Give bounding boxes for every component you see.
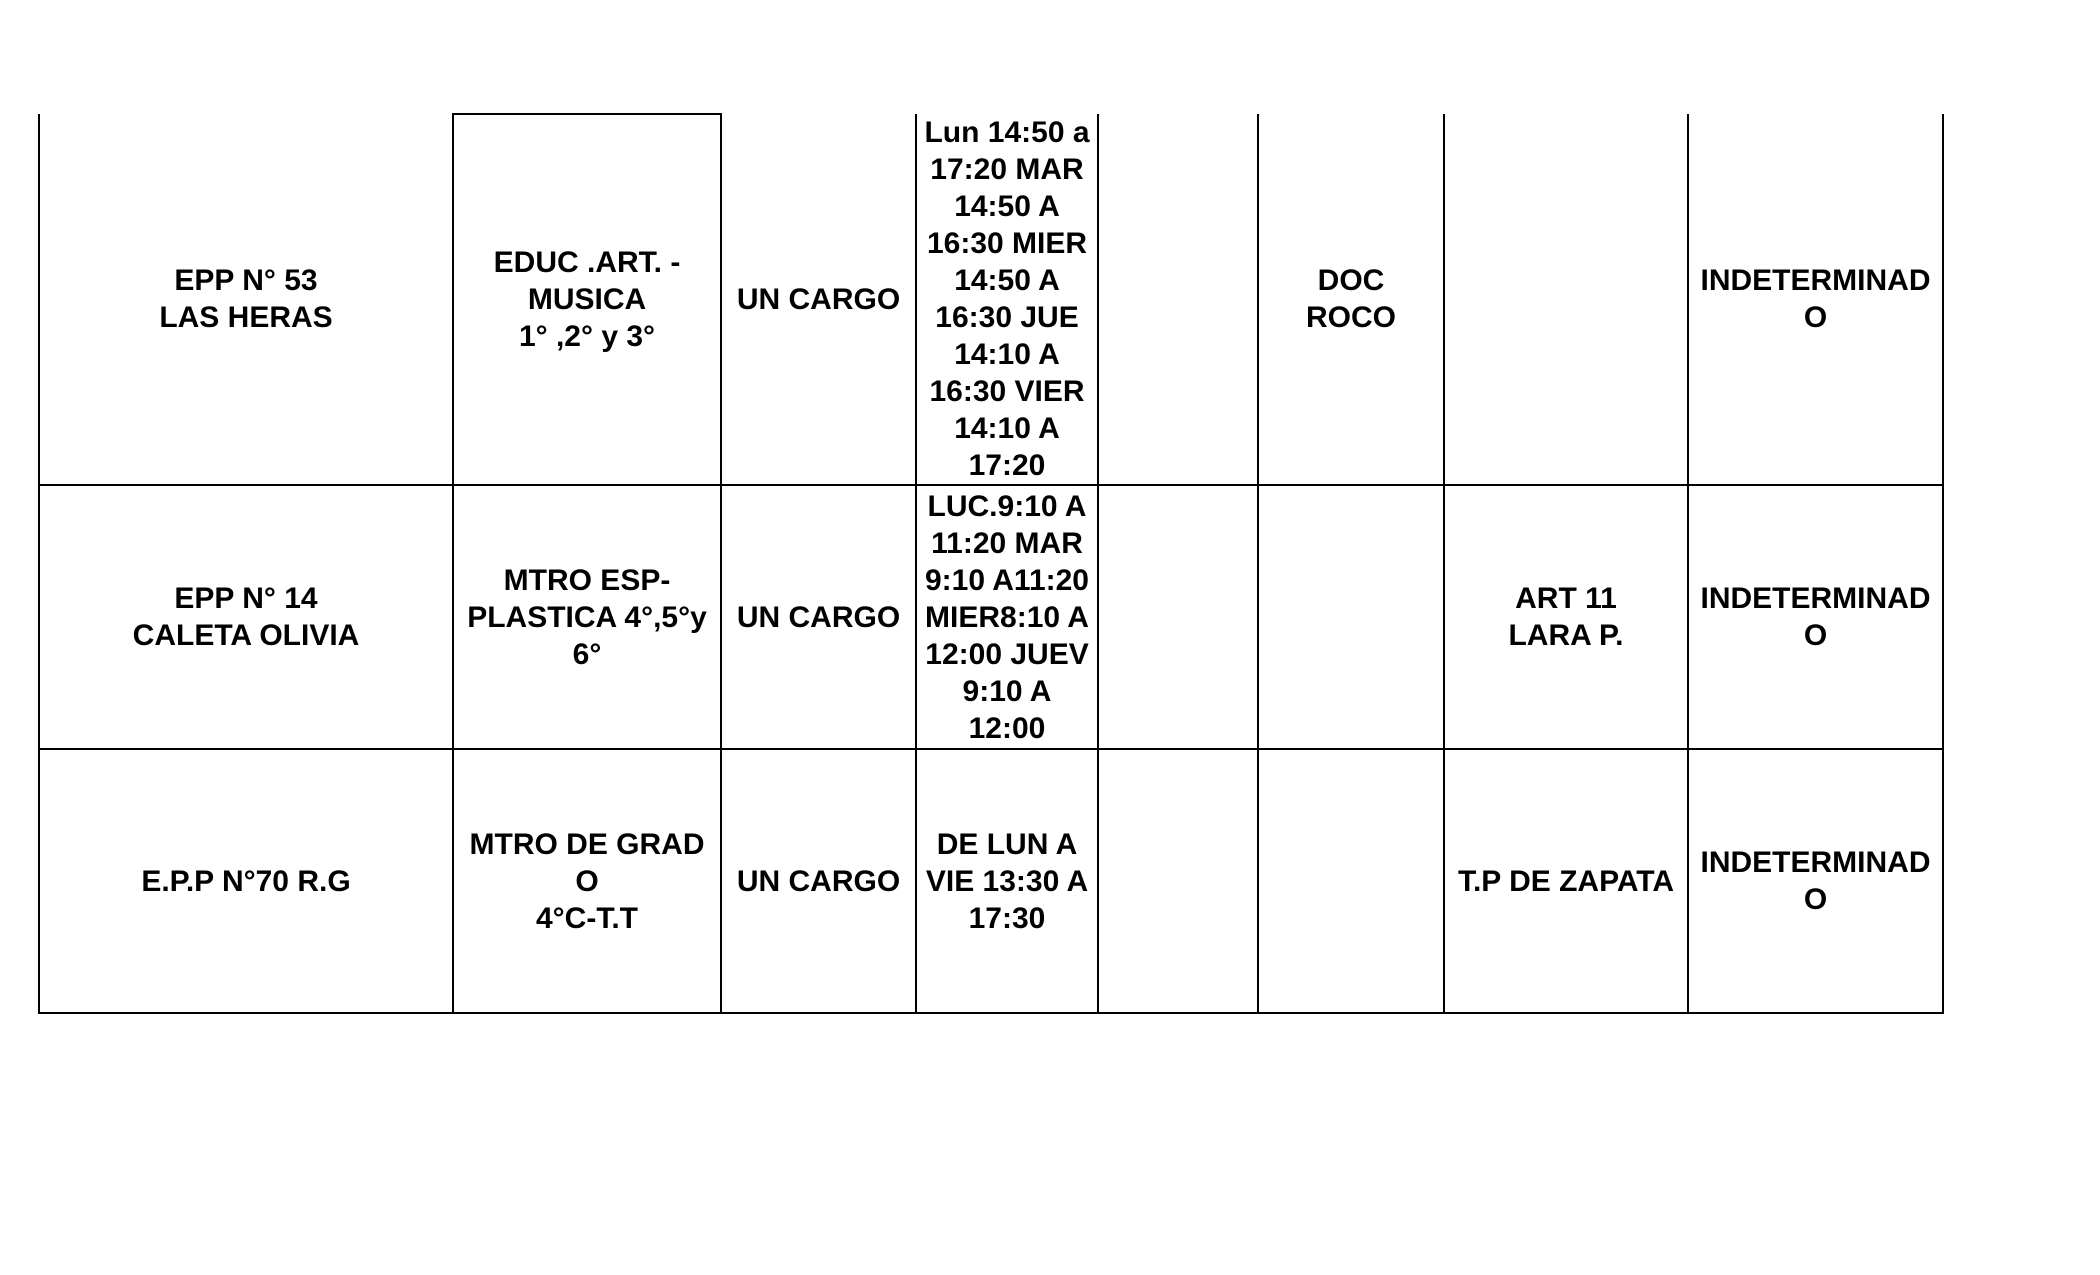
empty-cell <box>1098 114 1258 485</box>
duration-cell: INDETERMINAD O <box>1688 114 1943 485</box>
teacher-cell: DOC ROCO <box>1258 114 1444 485</box>
table-row <box>39 485 1943 749</box>
school-cell: E.P.P N°70 R.G <box>39 749 453 1013</box>
replacement-cell: ART 11 LARA P. <box>1444 485 1688 749</box>
schedule-cell: LUC.9:10 A 11:20 MAR 9:10 A11:20 MIER8:10 A 12:00 JUEV 9:10 A 12:00 <box>916 485 1098 749</box>
teacher-cell <box>1258 749 1444 1013</box>
empty-cell <box>1098 485 1258 749</box>
table-row <box>39 749 1943 1013</box>
position-cell: UN CARGO <box>721 114 916 485</box>
duration-cell: INDETERMINAD O <box>1688 485 1943 749</box>
position-cell: UN CARGO <box>721 749 916 1013</box>
replacement-cell: T.P DE ZAPATA <box>1444 749 1688 1013</box>
subject-cell: MTRO ESP- PLASTICA 4°,5°y 6° <box>453 485 721 749</box>
teacher-cell <box>1258 485 1444 749</box>
replacement-cell <box>1444 114 1688 485</box>
duration-cell: INDETERMINAD O <box>1688 749 1943 1013</box>
table-row <box>39 114 1943 485</box>
subject-cell: EDUC .ART. - MUSICA 1° ,2° y 3° <box>453 114 721 485</box>
schedule-cell: DE LUN A VIE 13:30 A 17:30 <box>916 749 1098 1013</box>
empty-cell <box>1098 749 1258 1013</box>
subject-cell: MTRO DE GRADO 4°C-T.T <box>453 749 721 1013</box>
school-cell: EPP N° 53 LAS HERAS <box>39 114 453 485</box>
position-cell: UN CARGO <box>721 485 916 749</box>
schedule-cell: Lun 14:50 a 17:20 MAR 14:50 A 16:30 MIER 14:50 A 16:30 JUE 14:10 A 16:30 VIER 14:10 A 17:20 <box>916 114 1098 485</box>
school-cell: EPP N° 14 CALETA OLIVIA <box>39 485 453 749</box>
vacancy-table <box>38 113 1944 1014</box>
